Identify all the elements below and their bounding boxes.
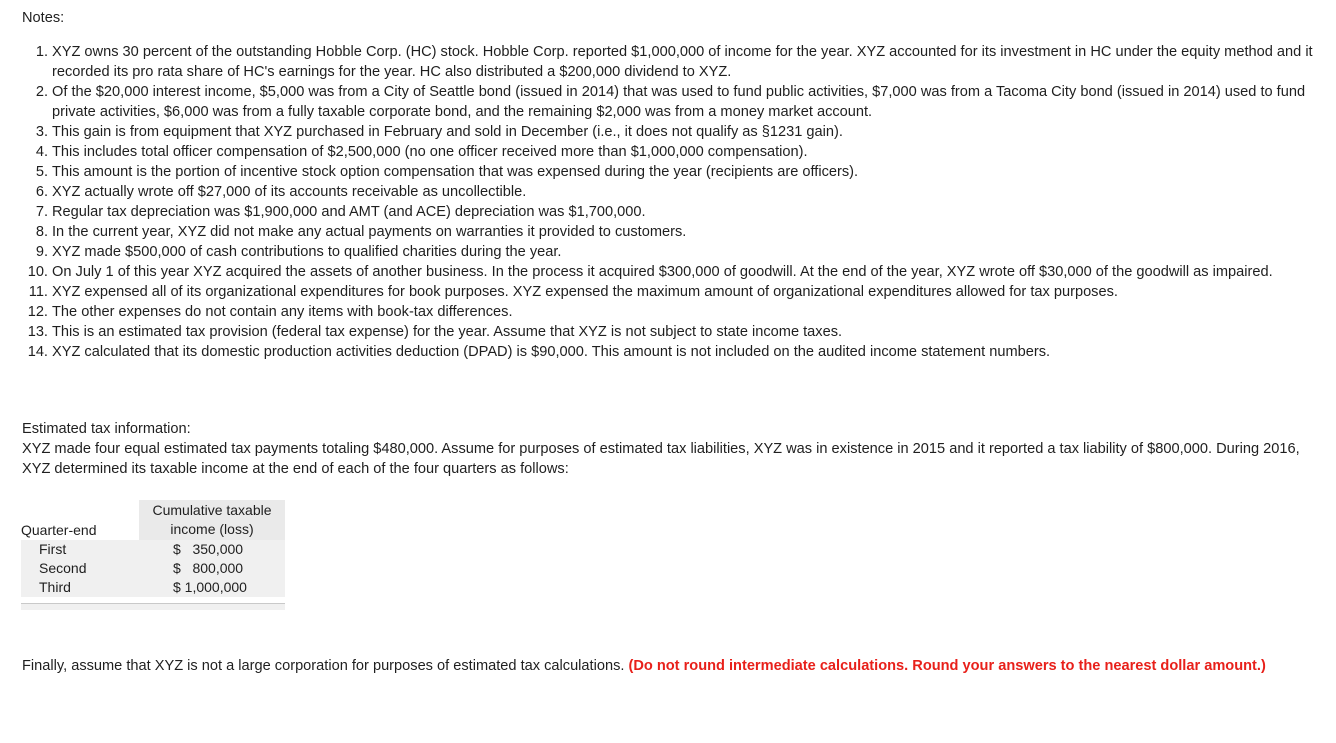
table-bottom-border — [21, 603, 285, 610]
note-number: 11. — [28, 284, 48, 300]
note-item — [22, 162, 1332, 182]
note-number: 13. — [27, 324, 48, 340]
note-text: XYZ calculated that its domestic production activities deduction (DPAD) is $90,000. This amount is not included on the audited income statement numbers. — [52, 344, 1051, 360]
note-item — [22, 322, 1332, 342]
note-number: 9. — [35, 244, 48, 260]
note-item — [22, 282, 1332, 302]
note-item — [22, 142, 1332, 162]
final-text: Finally, assume that XYZ is not a large corporation for purposes of estimated tax calculations. — [22, 658, 625, 674]
cumulative-header-line1: Cumulative taxable — [152, 502, 272, 518]
note-number: 4. — [35, 144, 48, 160]
note-number: 7. — [35, 204, 48, 220]
note-text: This gain is from equipment that XYZ purchased in February and sold in December (i.e., it does not qualify as §1231 gain). — [52, 124, 843, 140]
table-row — [21, 540, 285, 559]
note-number: 5. — [35, 164, 48, 180]
note-text: This includes total officer compensation of $2,500,000 (no one officer received more than $1,000,000 compensation). — [52, 144, 808, 160]
table-row — [21, 559, 285, 578]
quarter-cell: Third — [21, 578, 139, 597]
note-text: In the current year, XYZ did not make any actual payments on warranties it provided to customers. — [52, 224, 687, 240]
rounding-instruction: (Do not round intermediate calculations. Round your answers to the nearest dollar amount.) — [628, 658, 1266, 674]
note-number: 10. — [27, 264, 48, 280]
note-text: XYZ actually wrote off $27,000 of its accounts receivable as uncollectible. — [52, 184, 527, 200]
note-text: XYZ owns 30 percent of the outstanding Hobble Corp. (HC) stock. Hobble Corp. reported $1,000,000 of income for the year. XYZ accounted for its investment in HC under the equity method and it recorded its pro rata share of HC's earnings for the year. HC also distributed a $200,000 dividend to XYZ. — [52, 44, 1313, 80]
note-item — [22, 242, 1332, 262]
note-text: The other expenses do not contain any items with book-tax differences. — [52, 304, 513, 320]
quarter-cell: First — [21, 540, 139, 559]
notes-list — [22, 42, 1332, 362]
note-number: 3. — [35, 124, 48, 140]
amount-cell: $ 1,000,000 — [139, 578, 285, 597]
note-text: Regular tax depreciation was $1,900,000 and AMT (and ACE) depreciation was $1,700,000. — [52, 204, 646, 220]
note-item — [22, 262, 1332, 282]
notes-heading: Notes: — [22, 10, 65, 26]
note-number: 6. — [35, 184, 48, 200]
quarter-cell: Second — [21, 559, 139, 578]
estimated-tax-heading: Estimated tax information: — [22, 421, 191, 437]
cumulative-header-line2: income (loss) — [170, 521, 254, 537]
note-item — [22, 222, 1332, 242]
table-row — [21, 578, 285, 597]
cumulative-income-header — [139, 500, 285, 540]
final-paragraph — [22, 656, 1322, 676]
note-item — [22, 42, 1332, 82]
note-item — [22, 82, 1332, 122]
note-text: On July 1 of this year XYZ acquired the assets of another business. In the process it acquired $300,000 of goodwill. At the end of the year, XYZ wrote off $30,000 of the goodwill as impaired. — [52, 264, 1273, 280]
note-item — [22, 122, 1332, 142]
note-text: This amount is the portion of incentive stock option compensation that was expensed during the year (recipients are officers). — [52, 164, 859, 180]
note-item — [22, 302, 1332, 322]
note-number: 2. — [35, 84, 48, 100]
note-number: 14. — [27, 344, 48, 360]
note-item — [22, 342, 1332, 362]
note-text: This is an estimated tax provision (federal tax expense) for the year. Assume that XYZ is not subject to state income taxes. — [52, 324, 843, 340]
estimated-tax-paragraph: XYZ made four equal estimated tax payments totaling $480,000. Assume for purposes of estimated tax liabilities, XYZ was in existence in 2015 and it reported a tax liability of $800,000. During 2016, XYZ determined its taxable income at the end of each of the four quarters as follows: — [22, 441, 1300, 477]
note-number: 1. — [35, 44, 48, 60]
amount-cell: $ 800,000 — [139, 559, 285, 578]
note-item — [22, 202, 1332, 222]
note-number: 12. — [27, 304, 48, 320]
note-number: 8. — [35, 224, 48, 240]
quarter-end-header: Quarter-end — [21, 500, 139, 540]
note-text: XYZ expensed all of its organizational expenditures for book purposes. XYZ expensed the maximum amount of organizational expenditures allowed for tax purposes. — [52, 284, 1118, 300]
note-text: Of the $20,000 interest income, $5,000 was from a City of Seattle bond (issued in 2014) that was used to fund public activities, $7,000 was from a Tacoma City bond (issued in 2014) used to fund private activities, $6,000 was from a fully taxable corporate bond, and the remaining $2,000 was from a money market account. — [52, 84, 1306, 120]
note-item — [22, 182, 1332, 202]
note-text: XYZ made $500,000 of cash contributions to qualified charities during the year. — [52, 244, 562, 260]
taxable-income-table — [21, 500, 285, 597]
amount-cell: $ 350,000 — [139, 540, 285, 559]
